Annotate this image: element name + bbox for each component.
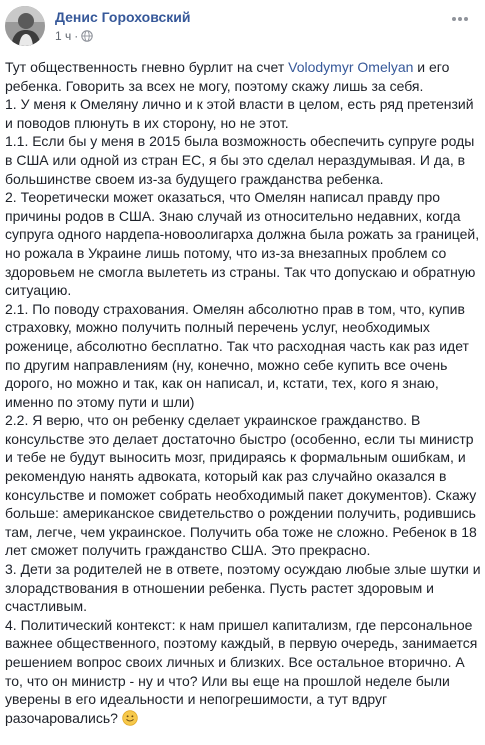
slightly-smiling-face-icon [122, 710, 138, 726]
post-paragraph-2-1: 2.1. По поводу страхования. Омелян абсолютно прав в том, что, купив страховку, можно получить полный перечень услуг, необходимых роженице, абсолютно бесплатно. Так что расходная часть как раз идет по другим направлениям (ну, конечно, можно себе купить все очень дорого, но можно и так, как он написал, и, кстати, тех, кого я знаю, именно по этому пути и шли) [5, 300, 469, 410]
intro-text-before: Тут общественность гневно бурлит на счет [5, 59, 289, 75]
avatar-photo [5, 6, 45, 46]
post-paragraph-3: 3. Дети за родителей не в ответе, поэтому осуждаю любые злые шутки и злорадствования в отношении ребенка. Пусть растет здоровым и счастливым. [5, 561, 481, 615]
more-options-button[interactable] [449, 11, 471, 27]
author-avatar[interactable] [5, 6, 45, 46]
globe-icon[interactable] [81, 30, 93, 42]
post-paragraph-2: 2. Теоретически может оказаться, что Омелян написал правду про причины родов в США. Знаю случай из относительно недавних, когда супруга одного нардепа-новоолигарха должна была рожать за границей, но рожала в Украине лишь потому, что из-за внезапных проблем со здоровьем не смогла вылететь из страны. Так что допускаю и обратную ситуацию. [5, 189, 480, 299]
post-header [0, 0, 485, 52]
post-paragraph-2-2: 2.2. Я верю, что он ребенку сделает украинское гражданство. В консульстве это делает достаточно быстро (особенно, если ты министр и тебе не будут выносить мозг, придираясь к формальным ошибкам, и рекомендую нанять адвоката, который как раз случайно оказался в консульстве и поможет собрать необходимый пакет документов). Скажу больше: американское свидетельство о рождении получить, родившись там, легче, чем украинское. Получить оба тоже не сложно. Ребенок в 18 лет сможет получить гражданство США. Это прекрасно. [5, 412, 477, 559]
post-paragraph-1-1: 1.1. Если бы у меня в 2015 была возможность обеспечить супруге роды в США или одной из стран ЕС, я бы это сделал нераздумывая. И да, в большинстве своем из-за будущего гражданства ребенка. [5, 133, 475, 187]
author-name[interactable]: Денис Гороховский [55, 9, 191, 25]
post-intro [5, 58, 481, 95]
post-timestamp[interactable]: 1 ч [55, 29, 72, 43]
mention-link[interactable]: Volodymyr Omelyan [288, 59, 414, 75]
post-body [5, 58, 481, 727]
more-horizontal-icon [449, 11, 471, 27]
post-paragraph-1: 1. У меня к Омеляну лично и к этой власти в целом, есть ряд претензий и поводов плюнуть в их сторону, но не этот. [5, 96, 474, 131]
post-paragraph-4 [5, 616, 481, 728]
intro-text-after: и его ребенка. Говорить за всех не могу, поэтому скажу лишь за себя. [5, 59, 450, 94]
post-meta [55, 29, 93, 43]
post-paragraph-4-text: 4. Политический контекст: к нам пришел капитализм, где персональное важнее общественного, поэтому каждый, в первую очередь, занимается решением вопрос своих личных и близких. Все остальное вторично. А то, что он министр - ну и что? Или вы еще на прошлой неделе были уверены в его идеальности и непогрешимости, а тут вдруг разочаровались? [5, 616, 478, 726]
meta-separator: · [74, 29, 79, 43]
